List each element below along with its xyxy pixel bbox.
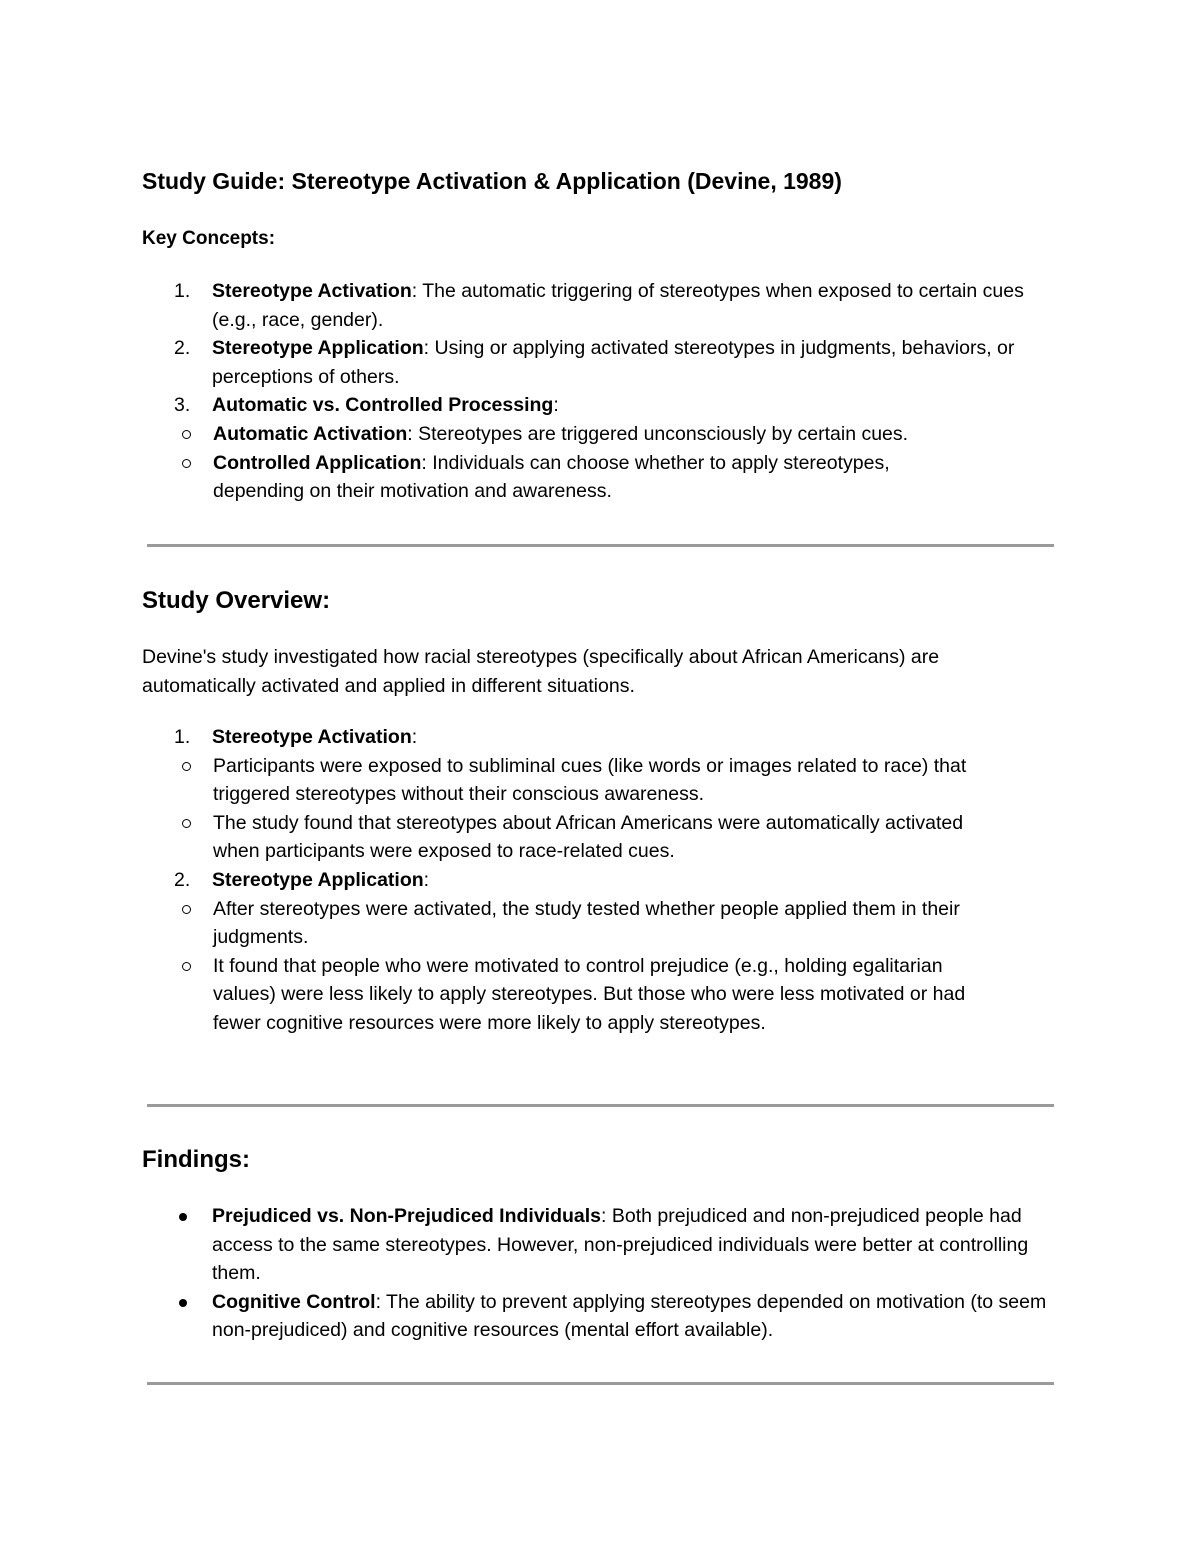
term: Stereotype Application xyxy=(212,868,424,891)
list-number: 3. xyxy=(174,394,191,417)
definition: : Stereotypes are triggered unconsciously by certain cues. xyxy=(407,422,909,445)
term: Stereotype Activation xyxy=(212,726,412,748)
section-heading-findings: Findings: xyxy=(142,1146,250,1173)
key-concepts-list xyxy=(142,277,1062,506)
sub-list-item xyxy=(142,952,985,1038)
sub-list-item xyxy=(142,420,985,449)
hollow-bullet-icon xyxy=(182,459,191,468)
list-number: 1. xyxy=(174,726,191,748)
findings-list xyxy=(142,1202,1062,1345)
term: Automatic vs. Controlled Processing xyxy=(212,394,554,417)
list-number: 2. xyxy=(174,337,191,360)
list-item xyxy=(142,866,1062,1038)
hollow-bullet-icon xyxy=(182,819,191,828)
list-item xyxy=(142,1288,1062,1345)
hollow-bullet-icon xyxy=(182,430,191,439)
hollow-bullet-icon xyxy=(182,962,191,971)
document-title: Study Guide: Stereotype Activation & Application (Devine, 1989) xyxy=(142,168,842,194)
sub-item-text: The study found that stereotypes about African Americans were automatically activated when participants were exposed to race-related cues. xyxy=(213,811,964,863)
list-number: 1. xyxy=(174,280,191,302)
definition: : xyxy=(553,394,559,417)
bullet-icon xyxy=(179,1299,187,1307)
definition: : xyxy=(411,726,418,748)
definition: : The ability to prevent applying stereotypes depended on motivation (to seem non-prejudiced) and cognitive resources (mental effort available). xyxy=(212,1290,1047,1342)
sub-list-item xyxy=(142,449,985,506)
list-item xyxy=(142,277,1062,334)
section-heading-overview: Study Overview: xyxy=(142,587,331,614)
horizontal-rule xyxy=(147,544,1054,547)
horizontal-rule xyxy=(147,1382,1054,1385)
sub-item-text: Participants were exposed to subliminal cues (like words or images related to race) that triggered stereotypes without their conscious awareness. xyxy=(213,754,967,806)
hollow-bullet-icon xyxy=(182,905,191,914)
definition: : xyxy=(423,868,430,891)
key-concepts-label: Key Concepts: xyxy=(142,228,276,249)
horizontal-rule xyxy=(147,1104,1054,1107)
term: Stereotype Activation xyxy=(212,280,412,302)
term: Controlled Application xyxy=(213,451,422,474)
sub-list-item xyxy=(142,895,985,952)
sub-list-item xyxy=(142,809,985,866)
sub-list xyxy=(212,420,1062,506)
sub-list xyxy=(212,895,1062,1038)
list-number: 2. xyxy=(174,868,191,891)
definition: : Both prejudiced and non-prejudiced people had access to the same stereotypes. However, non-prejudiced individuals were better at controlling them. xyxy=(212,1205,1029,1285)
list-item xyxy=(142,723,1062,866)
list-item xyxy=(142,391,1062,505)
list-item xyxy=(142,1202,1062,1288)
sub-item-text: It found that people who were motivated to control prejudice (e.g., holding egalitarian values) were less likely to apply stereotypes. But those who were less motivated or had fewer cognitive resources were more likely to apply stereotypes. xyxy=(213,954,966,1034)
definition: : The automatic triggering of stereotypes when exposed to certain cues (e.g., race, gender). xyxy=(212,280,1024,331)
term: Prejudiced vs. Non-Prejudiced Individuals xyxy=(212,1205,602,1227)
term: Stereotype Application xyxy=(212,337,424,360)
sub-list-item xyxy=(142,752,985,809)
sub-item-text: After stereotypes were activated, the study tested whether people applied them in their judgments. xyxy=(213,897,960,949)
definition: : Using or applying activated stereotypes in judgments, behaviors, or perceptions of others. xyxy=(212,337,1015,388)
bullet-icon xyxy=(179,1213,187,1221)
definition: : Individuals can choose whether to apply stereotypes, depending on their motivation and awareness. xyxy=(213,451,890,503)
sub-list xyxy=(212,752,1062,866)
hollow-bullet-icon xyxy=(182,762,191,771)
overview-intro: Devine's study investigated how racial stereotypes (specifically about African Americans) are automatically activated and applied in different situations. xyxy=(142,646,940,697)
term: Automatic Activation xyxy=(213,422,408,445)
term: Cognitive Control xyxy=(212,1290,376,1313)
list-item xyxy=(142,334,1062,391)
overview-list xyxy=(142,723,1062,1038)
